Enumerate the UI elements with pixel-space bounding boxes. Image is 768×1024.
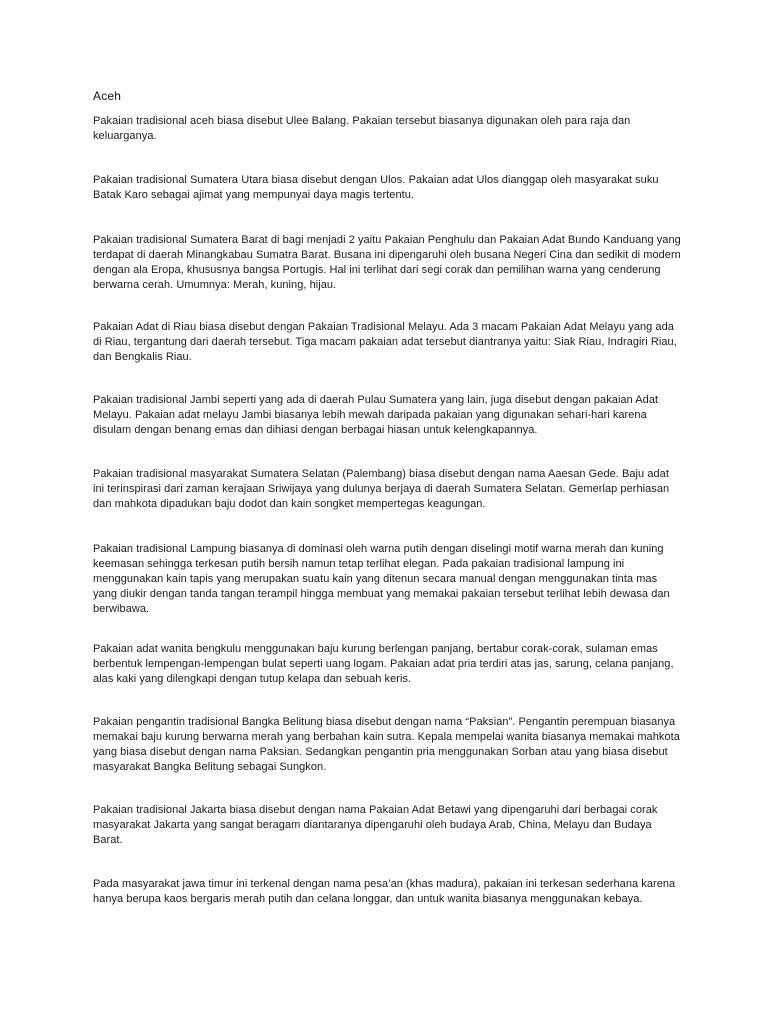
paragraph-aceh: Pakaian tradisional aceh biasa disebut Ulee Balang. Pakaian tersebut biasanya digunakan oleh para raja dan keluarganya. bbox=[93, 115, 631, 142]
paragraph-jakarta: Pakaian tradisional Jakarta biasa disebut dengan nama Pakaian Adat Betawi yang dipengaruhi dari berbagai corak masyarakat Jakarta yang sangat beragam diantaranya dipengaruhi oleh budaya Arab, China, Melayu dan Budaya Barat. bbox=[93, 804, 658, 846]
paragraph-bangka-belitung: Pakaian pengantin tradisional Bangka Belitung biasa disebut dengan nama “Paksian”. Pengantin perempuan biasanya memakai baju kurung berwarna merah yang berbahan kain sutra. Kepala mempelai wanita biasanya memakai mahkota yang biasa disebut dengan nama Paksian. Sedangkan pengantin pria menggunakan Sorban atau yang biasa disebut masyarakat Bangka Belitung sebagai Sungkon. bbox=[93, 716, 680, 773]
paragraph-riau: Pakaian Adat di Riau biasa disebut dengan Pakaian Tradisional Melayu. Ada 3 macam Pakaian Adat Melayu yang ada di Riau, tergantung dari daerah tersebut. Tiga macam pakaian adat tersebut diantranya yaitu: Siak Riau, Indragiri Riau, dan Bengkalis Riau. bbox=[93, 321, 677, 363]
paragraph-lampung: Pakaian tradisional Lampung biasanya di dominasi oleh warna putih dengan diselingi motif warna merah dan kuning keemasan sehingga terkesan putih bersih namun tetap terlihat elegan. Pada pakaian tradisional lampung ini menggunakan kain tapis yang merupakan suatu kain yang ditenun secara manual dengan menggunakan tinta mas yang diukir dengan tanda tangan terampil hingga membuat yang memakai pakaian tersebut terlihat lebih dewasa dan berwibawa. bbox=[93, 543, 670, 615]
paragraph-sumatera-selatan: Pakaian tradisional masyarakat Sumatera Selatan (Palembang) biasa disebut dengan nama Aaesan Gede. Baju adat ini terinspirasi dari zaman kerajaan Sriwijaya yang dulunya berjaya di daerah Sumatera Selatan. Gemerlap perhiasan dan mahkota dipadukan baju dodot dan kain songket mempertegas keagungan. bbox=[93, 468, 670, 510]
paragraph-bengkulu: Pakaian adat wanita bengkulu menggunakan baju kurung berlengan panjang, bertabur corak-corak, sulaman emas berbentuk lempengan-lempengan bulat seperti uang logam. Pakaian adat pria terdiri atas jas, sarung, celana panjang, alas kaki yang dilengkapi dengan tutup kelapa dan sebuah keris. bbox=[93, 643, 674, 685]
paragraph-sumatera-barat: Pakaian tradisional Sumatera Barat di bagi menjadi 2 yaitu Pakaian Penghulu dan Pakaian Adat Bundo Kanduang yang terdapat di daerah Minangkabau Sumatra Barat. Busana ini dipengaruhi oleh busana Negeri Cina dan sedikit di modern dengan ala Eropa, khususnya bangsa Portugis. Hal ini terlihat dari segi corak dan pemilihan warna yang cenderung berwarna cerah. Umumnya: Merah, kuning, hijau. bbox=[93, 234, 681, 291]
document-heading: Aceh bbox=[93, 89, 122, 103]
paragraph-jawa-timur: Pada masyarakat jawa timur ini terkenal dengan nama pesa’an (khas madura), pakaian ini terkesan sederhana karena hanya berupa kaos bergaris merah putih dan celana longgar, dan untuk wanita biasanya menggunakan kebaya. bbox=[93, 878, 676, 905]
paragraph-sumatera-utara: Pakaian tradisional Sumatera Utara biasa disebut dengan Ulos. Pakaian adat Ulos dianggap oleh masyarakat suku Batak Karo sebagai ajimat yang mempunyai daya magis tertentu. bbox=[93, 174, 659, 201]
paragraph-jambi: Pakaian tradisional Jambi seperti yang ada di daerah Pulau Sumatera yang lain, juga disebut dengan pakaian Adat Melayu. Pakaian adat melayu Jambi biasanya lebih mewah daripada pakaian yang digunakan sehari-hari karena disulam dengan benang emas dan dihiasi dengan berbagai hiasan untuk kelengkapannya. bbox=[93, 394, 659, 436]
